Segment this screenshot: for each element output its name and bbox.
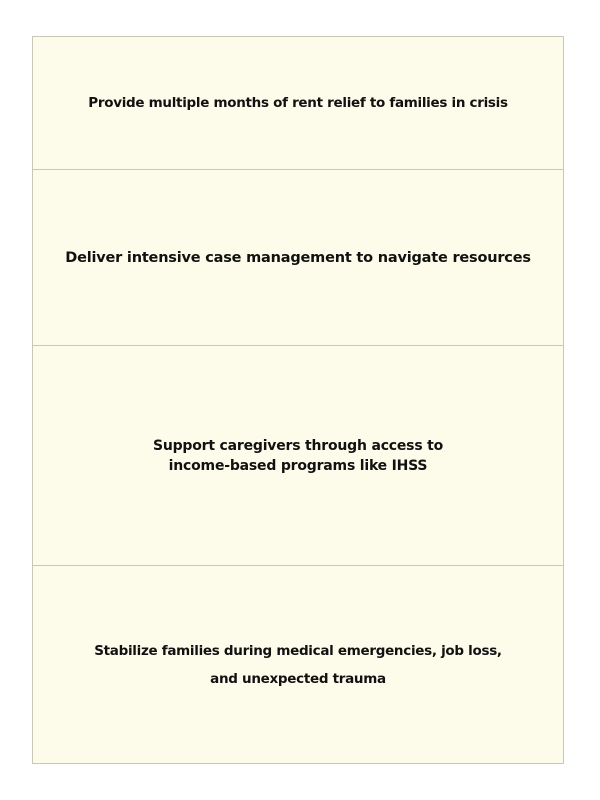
service-description	[88, 95, 507, 111]
service-panel-caregivers	[33, 345, 563, 565]
service-description	[65, 250, 531, 266]
service-panel-stabilize-families	[33, 565, 563, 763]
service-text-line: Stabilize families during medical emergencies, job loss,	[94, 642, 502, 659]
service-panel-case-management	[33, 169, 563, 345]
service-text-line: and unexpected trauma	[210, 670, 386, 687]
service-text-line: Deliver intensive case management to navigate resources	[65, 249, 531, 266]
service-description	[94, 637, 502, 693]
service-text-line: income-based programs like IHSS	[168, 457, 428, 474]
service-panel-rent-relief	[33, 37, 563, 169]
service-text-line: Provide multiple months of rent relief to families in crisis	[88, 95, 508, 111]
services-card-stack	[32, 36, 564, 764]
service-description	[153, 436, 443, 476]
service-text-line: Support caregivers through access to	[152, 437, 444, 454]
